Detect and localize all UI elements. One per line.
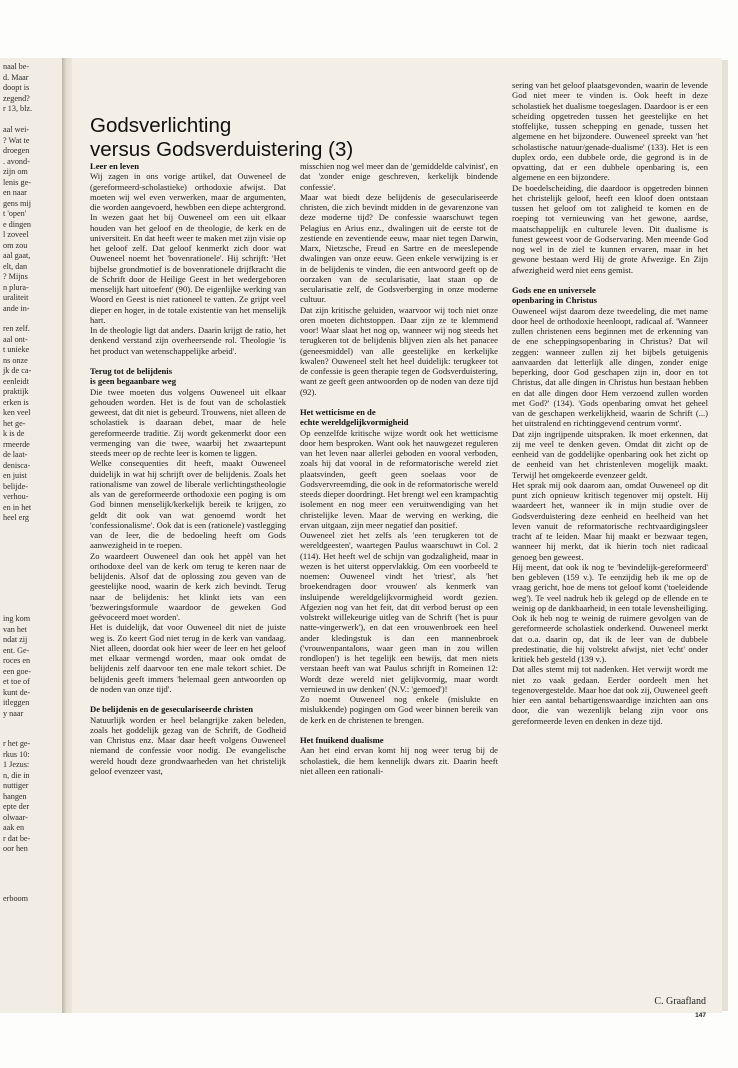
left-page-line: belijde- <box>3 481 29 491</box>
left-page-line: jk de ca- <box>3 366 32 375</box>
left-page-line: epte der <box>3 802 30 811</box>
left-page-line: denisca- <box>3 460 31 470</box>
paragraph: Natuurlijk worden er heel belangrijke zaken beleden, zoals het goddelijk gezag van de Schrift, de Godheid van Christus enz. Maar daar heeft volgens Ouweneel niemand de confessie voor nodig. De evangelische wereld houdt deze grondwaarheden van het christelijk geloof evenzeer vast, <box>90 714 286 776</box>
left-page-line: aal ont- <box>3 334 28 344</box>
left-page-line: gens mij <box>3 198 31 208</box>
left-page-line: lenis ge- <box>3 177 31 187</box>
article-page <box>72 58 722 1019</box>
left-page-line: heel erg <box>3 513 29 522</box>
left-page-line: ns onze <box>3 355 28 365</box>
section-heading: echte wereldgelijkvormigheid <box>300 417 409 428</box>
author-signature: C. Graafland <box>654 996 706 1007</box>
paragraph: Zo waardeert Ouweneel dan ook het appèl van het orthodoxe deel van de kerk om terug te keren naar de belijdenis. Alsof dat de oplossing zou geven van de geestelijke nood, waarin de kerk zich bevindt. Terug naar de belijdenis: het klinkt iets van een 'bezweringsformule waardoor de geweken God geëvoceerd moet worden'. <box>90 550 286 622</box>
paragraph: De boedelscheiding, die daardoor is opgetreden binnen het christelijk geloof, heeft een kloof doen ontstaan tussen het geloof om tot zaligheid te komen en de roeping tot vernieuwing van het gewone, aardse, maatschappelijk en culturele leven. Dit dualisme is funest geweest voor de Godservaring. Men meende God nog wel in de ziel te kunnen ervaren, maar in het gewone bestaan werd Hij de grote Afwezige. En Zijn afwezigheid werd niet eens gemist. <box>512 182 708 275</box>
paragraph: Zo noemt Ouweneel nog enkele (mislukte en mislukkende) pogingen om God weer binnen bereik van de kerk en de christenen te brengen. <box>300 694 498 725</box>
left-page-line: rmeerde <box>3 439 30 449</box>
left-page-line: ? Wat te <box>3 135 30 145</box>
left-page-line: 1 Jezus: <box>3 760 30 769</box>
page-edge <box>722 60 728 1011</box>
left-page-line: e dingen <box>3 219 31 229</box>
section-heading: De belijdenis en de geseculariseerde christen <box>90 704 254 715</box>
left-page-line: l zoveel <box>3 230 29 239</box>
paragraph: Het sprak mij ook daarom aan, omdat Ouweneel op dit punt zich opnieuw kritisch tegenover mij opstelt. Hij waardeert het, wanneer ik in mijn studie over de Godsverduistering deze eenheid en heelheid van het leven vanuit de reformatorische rechtvaardigingsleer tracht af te leiden. Maar hij maakt er bezwaar tegen, wanneer hij merkt, dat ik hierin toch niet radicaal genoeg ben geweest. <box>512 479 708 562</box>
section-heading: is geen begaanbare weg <box>90 376 177 387</box>
left-page-fragment <box>0 58 62 1013</box>
left-page-line: aal wei- <box>3 125 30 134</box>
left-page-line: naal be- <box>3 62 30 71</box>
article-title <box>90 114 353 161</box>
left-page-line: erken is <box>3 397 29 407</box>
left-page-line: . avond- <box>3 156 30 166</box>
left-page-line: en juist <box>3 471 27 480</box>
left-page-line: nuttiger <box>3 781 29 790</box>
left-page-line: r 13, blz. <box>3 104 33 113</box>
section-spacer <box>90 356 286 366</box>
left-page-line: ken veel <box>3 408 31 417</box>
section-spacer <box>90 694 286 704</box>
left-page-line: rkus 10: <box>3 749 30 759</box>
left-page-line: zijn om <box>3 167 28 176</box>
left-page-line: itleggen <box>3 698 30 707</box>
left-page-line: droegen <box>3 146 30 155</box>
left-page-line: verhou- <box>3 492 29 501</box>
left-page-line: elt, dan <box>3 261 28 271</box>
left-page-line: zegend? <box>3 93 30 103</box>
title-line-1: Godsverlichting <box>90 114 232 137</box>
left-page-line: d. Maar <box>3 72 29 82</box>
left-page-line: k is de <box>3 429 25 438</box>
paragraph: Dat zijn kritische geluiden, waarvoor wij toch niet onze oren moeten dichtstoppen. Daar zijn ze te klemmend voor! Waar slaat het nog op, wanneer wij nog steeds het terugkeren tot de belijdenis blijven zien als het panacee (geneesmiddel) van alle geestelijke en kerkelijke kwalen? Ouweneel stelt het heel duidelijk: terugkeer tot de confessie is geen therapie tegen de Godsverduistering, want ze geeft geen antwoorden op de noden van deze tijd (92). <box>300 304 498 397</box>
column-2 <box>300 161 498 776</box>
section-spacer <box>300 725 498 735</box>
left-page-line: een goe- <box>3 666 31 676</box>
paragraph: Het is duidelijk, dat voor Ouweneel dit niet de juiste weg is. Zo keert God niet terug in de kerk van vandaag. Niet alleen, doordat ook hier weer de leer en het geloof met elkaar vermengd worden, maar ook omdat de belijdenis zelf daarvoor ten ene male tekort schiet. De belijdenis geeft immers 'helemaal geen antwoorden op de noden van onze tijd'. <box>90 622 286 694</box>
section-spacer <box>512 275 708 285</box>
left-page-line: hangen <box>3 791 27 801</box>
paragraph: Die twee moeten dus volgens Ouweneel uit elkaar gehouden worden. Het is de fout van de scholastiek geweest, dat dit niet is gebeurd. Trouwens, niet alleen de scholastiek is daaraan debet, maar de hele gereformeerde traditie. Zij wordt gekenmerkt door een vermenging van die twee, waarbij het zwaartepunt steeds meer op de rechte leer is komen te liggen. <box>90 386 286 458</box>
paragraph: Op eenzelfde kritische wijze wordt ook het wetticisme door hem besproken. Want ook het nauwgezet reguleren van het leven naar allerlei geboden en vooral verboden, zoals hij dat vooral in de reformatorische wereld ziet plaatsvinden, geeft geen soelaas voor de Godsvervreemding, die ook in de reformatorische wereld steeds dieper doordringt. Het brengt wel een krampachtig isolement en nog meer een veruitwendiging van het christelijke leven. Maar de werving en werking, die ervan uitgaan, zijn meer negatief dan positief. <box>300 427 498 530</box>
paragraph: Ouweneel wijst daarom deze tweedeling, die met name door heel de orthodoxie heenloopt, radicaal af. 'Wanneer zullen christenen eens beginnen met de erkenning van de ene scheppingsopenbaring in Christus? Dat wil zeggen: wanneer zullen zij het bijbels getuigenis aanvaarden dat letterlijk alle dingen, zonder enige beperking, door God geschapen zijn in, door en tot Christus, dat alle dingen in Christus hun bestaan hebben en dat alle dingen door Hem verzoend zullen worden met God?' (134). 'Gods openbaring omvat het geheel van de geschapen werkelijkheid, waarin de Schrift (...) het uitstralend en richtinggevend centrum vormt'. <box>512 305 708 429</box>
left-page-line: aal gaat, <box>3 251 31 260</box>
page-number: 147 <box>695 1012 706 1019</box>
left-page-line: om zou <box>3 240 28 250</box>
paragraph: Welke consequenties dit heeft, maakt Ouweneel duidelijk in wat hij schrijft over de belijdenis. Zoals het rationalisme van zowel de liberale verlichtingstheologie als van de gereformeerde orthodoxie een poging is om God binnen menselijk/kerkelijk bereik te krijgen, zo geldt dit ook van wat genoemd wordt het 'confessionalisme'. Ook dat is een (rationele) vastlegging van de leer, die de bedoeling heeft om Gods aanwezigheid in te roepen. <box>90 458 286 551</box>
section-heading: Het wetticisme en de <box>300 407 376 417</box>
left-page-line: n plura- <box>3 282 29 292</box>
left-page-line: ent. Ge- <box>3 645 30 655</box>
column-1 <box>90 161 286 776</box>
left-page-line: aak en <box>3 823 25 832</box>
section-heading: Terug tot de belijdenis <box>90 366 173 376</box>
left-page-line: kunt de- <box>3 687 31 697</box>
left-page-line: praktijk <box>3 387 29 396</box>
paragraph: sering van het geloof plaatsgevonden, waarin de levende God niet meer te vinden is. Ook heeft in deze scholastiek het dualisme toegeslagen. Daardoor is er een scheiding opgetreden tussen het geestelijke en het stoffelijke, tussen schepping en genade, tussen het algemene en het bijzondere. Ouweneel spreekt van 'het scholastische natuur/genade-dualisme' (133). Het is een duplex ordo, een dubbele orde, die gegrond is in de opvatting, dat er een dubbele openbaring is, een algemene en een bijzondere. <box>512 80 708 183</box>
left-page-line: van het <box>3 624 27 634</box>
paragraph: Ouweneel ziet het zelfs als 'een terugkeren tot de wereldgeesten', waartegen Paulus waarschuwt in Col. 2 (114). Het heeft wel de schijn van godzaligheid, maar in wezen is het uiterst oppervlakkig. Om een voorbeeld te noemen: Ouweneel vindt het 'triest', als 'het broekendragen door vrouwen' als kenmerk van insluipende wereldgelijkvormigheid wordt gezien. Afgezien nog van het feit, dat dit verbod berust op een volstrekt willekeurige uitleg van de Schrift ('het is puur natte-vingerwerk'), en dat een vrouwenbroek een heel ander kledingstuk is dan een mannenbroek ('vrouwenpantalons, waar geen man in zou willen rondlopen') is het tegelijk een bewijs, dat men niets verstaan heeft van wat Paulus schrijft in Romeinen 12: Wordt deze wereld niet gelijkvormig, maar wordt vernieuwd in uw denken' (N.V.: 'gemoed')! <box>300 530 498 694</box>
column-3 <box>512 80 708 726</box>
left-page-line: y naar <box>3 708 24 718</box>
left-page-line: ing kom <box>3 614 31 623</box>
left-page-line: ren zelf. <box>3 324 30 333</box>
left-page-line: het ge- <box>3 418 26 428</box>
left-page-line: r het ge- <box>3 739 31 748</box>
paragraph: misschien nog wel meer dan de 'gemiddelde calvinist', en dat 'zonder enige geschreven, kerkelijk bindende confessie'. <box>300 161 498 192</box>
left-page-line: et toe of <box>3 677 30 686</box>
paragraph: Maar wat biedt deze belijdenis de geseculariseerde christen, die zich bevindt midden in de gevarenzone van deze moderne tijd? De confessie waarschuwt tegen Pelagius en Arius enz., dwalingen uit de eerste tot de zestiende en zeventiende eeuw, maar niet tegen Darwin, Marx, Nietzsche, Freud en Sartre en de meeslepende dwalingen van onze eeuw. Geen enkele verwijzing is er in de belijdenis te vinden, die een antwoord geeft op de oorzaken van de secularisatie, laat staan op de secularisatie zelf, de Godsverberging in onze moderne cultuur. <box>300 191 498 305</box>
left-page-line: t 'open' <box>3 209 27 218</box>
left-page-line: t unieke <box>3 345 30 354</box>
left-page-line: erboom <box>3 894 29 903</box>
section-spacer <box>300 397 498 407</box>
paragraph: In de theologie ligt dat anders. Daarin krijgt de ratio, het denkend verstand zijn overheersende rol. Theologie 'is het product van wetenschappelijke arbeid'. <box>90 325 286 356</box>
section-heading: openbaring in Christus <box>512 295 598 306</box>
paragraph: Aan het eind ervan komt hij nog weer terug bij de scholastiek, die hem kennelijk dwars zit. Daarin heeft niet alleen een rationali- <box>300 745 498 776</box>
left-page-line: ande in- <box>3 303 30 313</box>
section-heading: Leer en leven <box>90 161 140 171</box>
paragraph: Wij zagen in ons vorige artikel, dat Ouweneel de (gereformeerd-scholastieke) orthodoxie afwijst. Dat moeten wij wel even verwerken, maar de argumenten, die worden aangevoerd, hewbben een diepe achtergrond. In wezen gaat het bij Ouweneel om een uit elkaar houden van het geloof en de theologie, de kerk en de universiteit. En dat heeft weer te maken met zijn visie op het geloof zelf. Dat geloof kenmerkt zich door wat Ouweneel noemt het 'bovenrationele'. Hij schrijft: 'Het bijbelse grondmotief is de bovenrationele drijfkracht die de Schrift door de Heilige Geest in het wedergeboren menselijk hart uitoefent' (90). De eigenlijke werking van Woord en Geest is niet rationeel te vatten. Ze grijpt veel dieper en hoger, in de totale existentie van het menselijk hart. <box>90 171 286 325</box>
section-heading: Het fnuikend dualisme <box>300 735 384 745</box>
paragraph: Dat zijn ingrijpende uitspraken. Ik moet erkennen, dat zij me veel te denken geven. Omdat dit zicht op de eenheid van de goddelijke openbaring ook het zicht op de eenheid van het christenleven mogelijk maakt. Terwijl het omgekeerde evenzeer geldt. <box>512 428 708 480</box>
left-page-line: n, die in <box>3 770 30 780</box>
paragraph: Hij meent, dat ook ik nog te 'bevindelijk-gereformeerd' ben gebleven (159 v.). Te eenzijdig heb ik me op de vraag gericht, hoe de mens tot geloof komt ('toeleidende weg'). Te veel nadruk heb ik gelegd op de ellende en te weinig op de dankbaarheid, in een totale levensheiliging. Ook ik heb nog te weinig de ruimere gevolgen van de gereformeerde scholastiek onderkend. Ouweneel merkt dat o.a. daarin op, dat ik de leer van de dubbele predestinatie, die hij volstrekt afwijst, niet 'echt' onder kritiek heb gesteld (139 v.). <box>512 561 708 664</box>
title-line-2: versus Godsverduistering (3) <box>90 137 354 161</box>
left-page-line: en naar <box>3 188 27 197</box>
left-page-line: doopt is <box>3 83 30 92</box>
left-page-line: oor hen <box>3 844 28 853</box>
left-page-line: roces en <box>3 656 31 665</box>
left-page-line: eenleidt <box>3 376 29 386</box>
left-page-line: ? Mijns <box>3 272 28 281</box>
section-heading: Gods ene en universele <box>512 285 596 295</box>
left-page-line: ndat zij <box>3 635 28 644</box>
left-page-line: de laat- <box>3 450 28 459</box>
left-page-line: uraliteit <box>3 293 29 302</box>
left-page-line: olwaar- <box>3 812 28 822</box>
left-page-line: r dat be- <box>3 833 31 843</box>
left-page-line: en in het <box>3 502 32 512</box>
paragraph: Dat alles stemt mij tot nadenken. Het verwijt wordt me niet zo vaak gedaan. Eerder oordeelt men het tegenovergestelde. Maar hoe dat ook zij, Ouweneel geeft hier een aantal behartigenswaardige inzichten aan ons door, die van wezenlijk belang zijn voor ons gereformeerde leven en denken in deze tijd. <box>512 664 708 726</box>
book-gutter <box>62 58 72 1013</box>
